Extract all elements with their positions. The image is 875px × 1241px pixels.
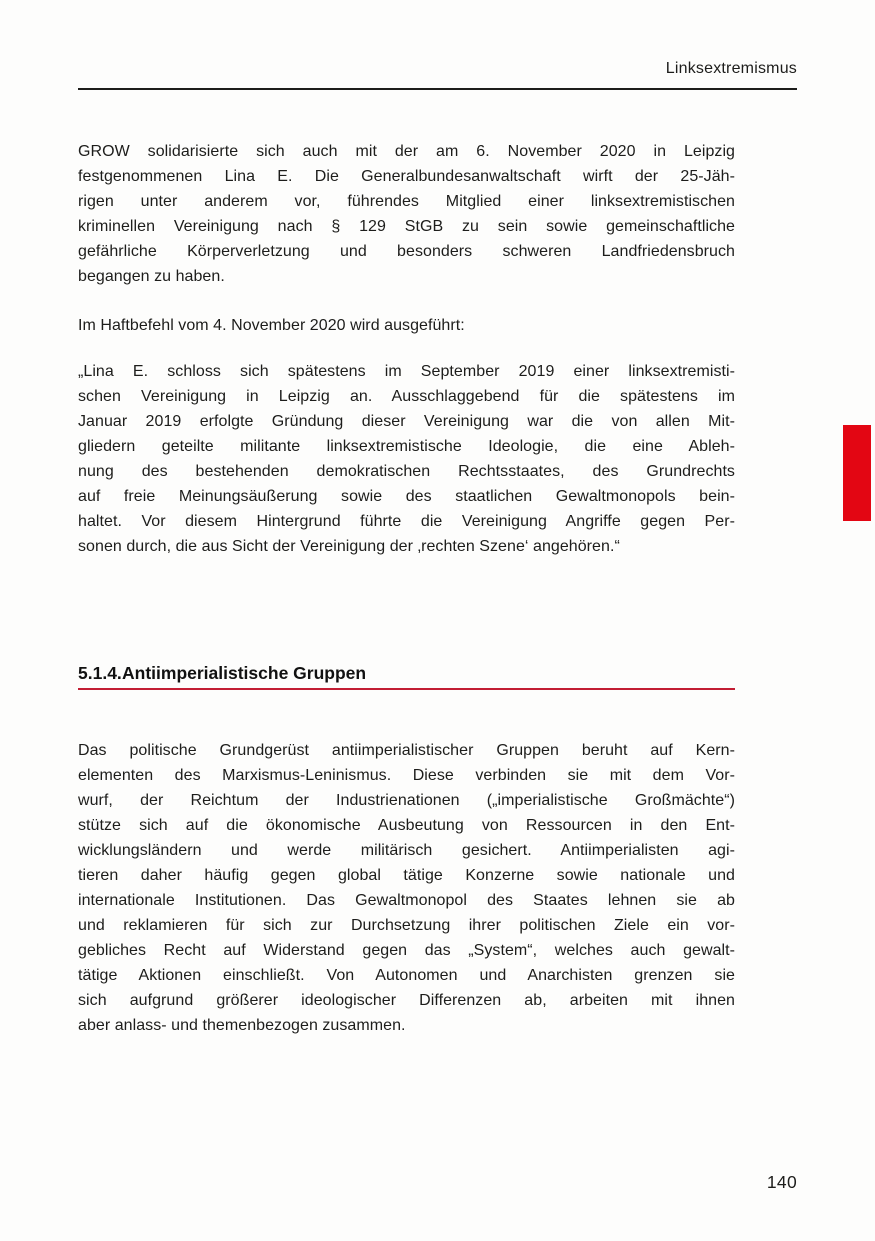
text-line: aber anlass- und themenbezogen zusammen. [78,1017,406,1034]
text-line: tieren daher häufig gegen global tätige Konzerne sowie nationale und [78,867,735,884]
text-line: kriminellen Vereinigung nach § 129 StGB zu sein sowie gemeinschaftliche [78,218,735,235]
text-line: rigen unter anderem vor, führendes Mitglied einer linksextremistischen [78,193,735,210]
text-line: schen Vereinigung in Leipzig an. Ausschlaggebend für die spätestens im [78,388,735,405]
text-line: Das politische Grundgerüst antiimperialistischer Gruppen beruht auf Kern- [78,742,735,759]
text-line: Im Haftbefehl vom 4. November 2020 wird ausgeführt: [78,317,465,334]
text-line: wurf, der Reichtum der Industrienationen („imperialistische Großmächte“) [78,792,735,809]
text-line: gebliches Recht auf Widerstand gegen das „System“, welches auch gewalt- [78,942,735,959]
text-line: stütze sich auf die ökonomische Ausbeutung von Ressourcen in den Ent- [78,817,735,834]
paragraph-haftbefehl [78,313,735,338]
section-number: 5.1.4. [78,663,122,683]
text-line: gefährliche Körperverletzung und besonders schweren Landfriedensbruch [78,243,735,260]
text-line: sonen durch, die aus Sicht der Vereinigung der ‚rechten Szene‘ angehören.“ [78,538,620,555]
text-line: sich aufgrund größerer ideologischer Differenzen ab, arbeiten mit ihnen [78,992,735,1009]
red-margin-tab [843,425,871,521]
text-line: nung des bestehenden demokratischen Rechtsstaates, des Grundrechts [78,463,735,480]
section-heading-rule [78,688,735,690]
text-line: wicklungsländern und werde militärisch gesichert. Antiimperialisten agi- [78,842,735,859]
blockquote-haftbefehl [78,359,735,559]
text-line: festgenommenen Lina E. Die Generalbundesanwaltschaft wirft der 25-Jäh- [78,168,735,185]
running-header-title: Linksextremismus [665,60,797,77]
header-rule [78,88,797,90]
paragraph-antiimperialistisch [78,738,735,1038]
text-line: Januar 2019 erfolgte Gründung dieser Vereinigung war die von allen Mit- [78,413,735,430]
text-line: begangen zu haben. [78,268,225,285]
text-line: auf freie Meinungsäußerung sowie des staatlichen Gewaltmonopols bein- [78,488,735,505]
text-line: haltet. Vor diesem Hintergrund führte die Vereinigung Angriffe gegen Per- [78,513,735,530]
page-number: 140 [766,1172,797,1192]
text-line: internationale Institutionen. Das Gewaltmonopol des Staates lehnen sie ab [78,892,735,909]
text-line: GROW solidarisierte sich auch mit der am 6. November 2020 in Leipzig [78,143,735,160]
section-heading [78,663,735,684]
text-line: gliedern geteilte militante linksextremistische Ideologie, die eine Ableh- [78,438,735,455]
text-line: „Lina E. schloss sich spätestens im September 2019 einer linksextremisti- [78,363,735,380]
text-line: elementen des Marxismus-Leninismus. Diese verbinden sie mit dem Vor- [78,767,735,784]
paragraph-grow [78,139,735,289]
text-line: tätige Aktionen einschließt. Von Autonomen und Anarchisten grenzen sie [78,967,735,984]
text-line: und reklamieren für sich zur Durchsetzung ihrer politischen Ziele ein vor- [78,917,735,934]
section-title: Antiimperialistische Gruppen [122,663,367,683]
